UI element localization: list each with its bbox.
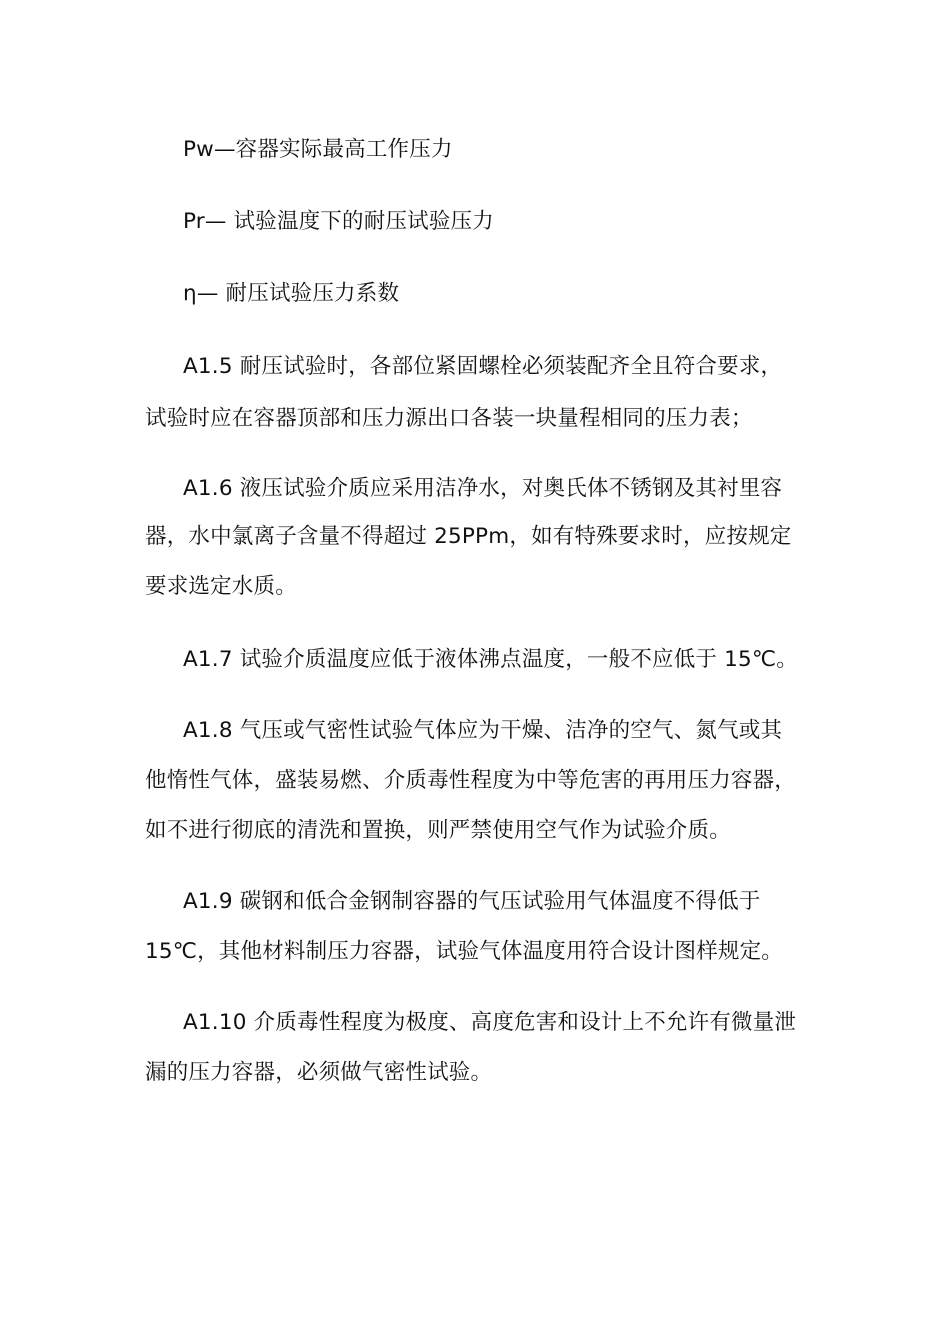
- paragraph-line: 15℃，其他材料制压力容器，试验气体温度用符合设计图样规定。: [145, 939, 784, 964]
- paragraph-line: 要求选定水质。: [145, 574, 297, 599]
- paragraph-line: A1.10 介质毒性程度为极度、高度危害和设计上不允许有微量泄: [183, 1010, 797, 1035]
- paragraph-line: A1.8 气压或气密性试验气体应为干燥、洁净的空气、氮气或其: [183, 718, 783, 743]
- paragraph-line: 漏的压力容器，必须做气密性试验。: [145, 1060, 493, 1085]
- paragraph-line: 如不进行彻底的清洗和置换，则严禁使用空气作为试验介质。: [145, 818, 731, 843]
- paragraph-line: A1.6 液压试验介质应采用洁净水，对奥氏体不锈钢及其衬里容: [183, 476, 783, 501]
- paragraph-line: A1.9 碳钢和低合金钢制容器的气压试验用气体温度不得低于: [183, 889, 761, 914]
- paragraph-line: A1.7 试验介质温度应低于液体沸点温度，一般不应低于 15℃。: [183, 647, 798, 672]
- paragraph-line: 他惰性气体，盛装易燃、介质毒性程度为中等危害的再用压力容器，: [145, 768, 797, 793]
- definition-pw: Pw—容器实际最高工作压力: [183, 137, 453, 162]
- definition-pr: Pr— 试验温度下的耐压试验压力: [183, 209, 494, 234]
- paragraph-line: 试验时应在容器顶部和压力源出口各装一块量程相同的压力表；: [145, 406, 753, 431]
- definition-eta: η— 耐压试验压力系数: [183, 281, 400, 306]
- paragraph-line: A1.5 耐压试验时，各部位紧固螺栓必须装配齐全且符合要求，: [183, 354, 783, 379]
- paragraph-line: 器，水中氯离子含量不得超过 25PPm，如有特殊要求时，应按规定: [145, 524, 792, 549]
